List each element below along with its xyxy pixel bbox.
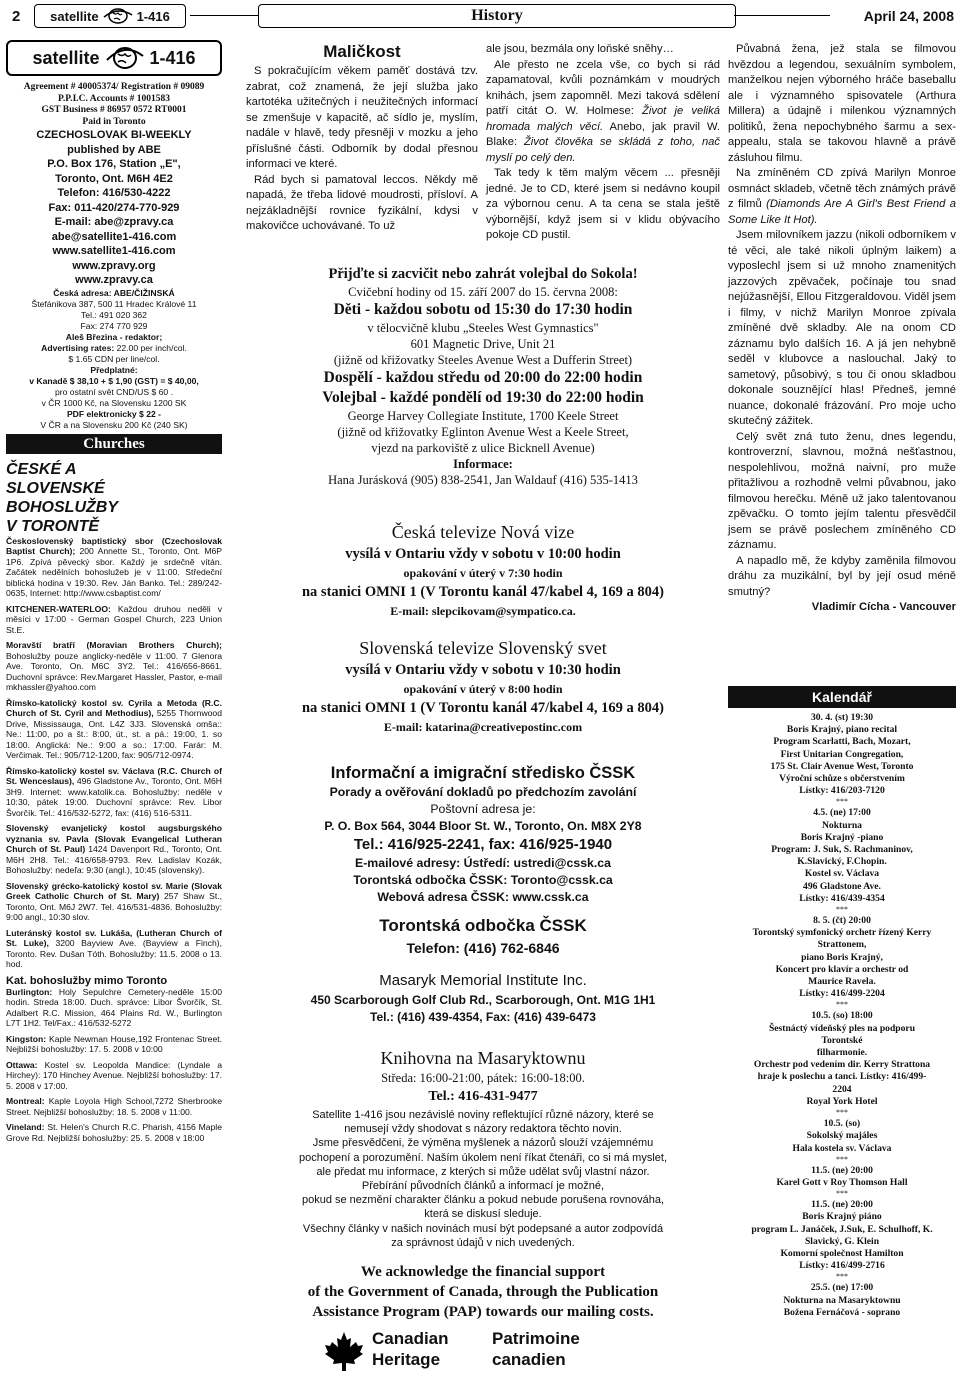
knihovna-hours: Středa: 16:00-21:00, pátek: 16:00-18:00. xyxy=(381,1071,585,1085)
contact-line: CZECHOSLOVAK BI-WEEKLY xyxy=(36,129,192,141)
kalendar-title: Kalendář xyxy=(812,689,872,705)
calendar-separator: *** xyxy=(836,1272,848,1282)
calendar-event xyxy=(728,1282,956,1319)
masaryk-tel: Tel.: (416) 439-4354, Fax: (416) 439-6473 xyxy=(370,1010,596,1024)
calendar-event-line: Royal York Hotel xyxy=(806,1095,878,1107)
subscription-world: pro ostatní svět CND/US $ 60 . xyxy=(55,386,173,397)
sokol-info-label: Informace: xyxy=(453,457,513,471)
church-details: Bohoslužby pouze anglicky-neděle v 11:00. 7 Glenora Ave. Toronto, On. M6C 3Y2. Tel.: 416/656-8661. Duchovní správce: Rev.Margaret Hassler, Pastor, e-mail mkhassler@yahoo.com xyxy=(6,650,222,692)
church-name: Moravští bratří (Moravian Brothers Church); xyxy=(6,640,222,650)
calendar-event-line: 11.5. (ne) 20:00 xyxy=(811,1164,873,1176)
line-rate: $ 1.65 CDN per line/col. xyxy=(68,353,160,364)
church-name: Slovenský grécko-katolický kostol sv. Marie (Slovak Greek Catholic Church of St. Mary) xyxy=(6,880,222,901)
pap-l2: of the Government of Canada, through the Publication xyxy=(307,1284,659,1300)
registration-line: Agreement # 40005374/ Registration # 09089 xyxy=(23,82,205,92)
odbocka-tel: Telefon: (416) 762-6846 xyxy=(406,940,560,956)
calendar-event-line: 11.5. (ne) 20:00 xyxy=(811,1199,873,1211)
tv-cz-l1: vysílá v Ontariu vždy v sobotu v 10:00 hodin xyxy=(345,546,621,562)
subscription-cr: v ČR 1000 Kč, na Slovensku 1200 SK xyxy=(41,397,187,408)
calendar-event-line: hraje k poslechu a tanci. Lístky: 416/499- xyxy=(757,1071,927,1083)
church-name: Luteránský kostol sv. Lukáša, (Lutheran Church of St. Luke), xyxy=(6,927,222,948)
church-name: Kingston: xyxy=(6,1033,47,1044)
contact-line: E-mail: abe@zpravy.ca xyxy=(54,216,174,228)
subscription-canada: v Kanadě $ 38,10 + $ 1,90 (GST) = $ 40,00, xyxy=(29,375,199,386)
header-rule-right xyxy=(734,15,830,16)
calendar-event xyxy=(728,915,956,1000)
calendar-event-line: Torontský symfonický orchetr řízený Kerry xyxy=(752,927,932,939)
contact-line: Fax: 011-420/274-770-929 xyxy=(48,201,180,214)
churches-title-line: BOHOSLUŽBY xyxy=(6,498,118,516)
calendar-event-line: Maurice Ravela. xyxy=(808,976,876,988)
canadian-heritage-en: Canadian Heritage xyxy=(372,1329,449,1369)
sokol-hours: Cvičební hodiny od 15. září 2007 do 15. června 2008: xyxy=(348,285,618,299)
page-number: 2 xyxy=(12,8,21,25)
church-details: 496 Gladstone Av., Toronto, Ont. M6H 3H9. Internet: www.katolik.ca. Bohoslužby: neděle v 10:30, pátek 19:00. Duchovní správce: Rev. Libor Švorčík. Tel.: 416/532-5272, fax: (416) 516-5311. xyxy=(6,776,222,818)
calendar-event-line: piano Boris Krajný, xyxy=(801,951,883,963)
sokol-place2-2: (jižně od křižovatky Eglinton Avenue West a Keele Street, xyxy=(337,425,629,439)
disclaimer-line: ale předat mu informace, z kterých si může udělat svůj vlastní názor. xyxy=(316,1165,650,1178)
church-details: St. Helen's Church R.C. Pharish, 4156 Maple Grove Rd. Nejbližší bohoslužby: 25. 5. 2008 v 18:00 xyxy=(6,1122,222,1143)
calendar-event-line: Karel Gott v Roy Thomson Hall xyxy=(776,1176,908,1188)
col4-p1: Půvabná žena, jež stala se filmovou hvězdou a legendou, sexuálním symbolem, manželkou nejen výborného hráče baseballu ale i významného spisovatele (Arthura Millera) a údajně i milenkou významných politiků, žena nepochybného šarmu a sex-appealu, stala se takovou hlavně a právě zásluhou filmu. xyxy=(728,43,956,164)
tv-sk-ad xyxy=(244,636,722,736)
calendar-separator: *** xyxy=(836,797,848,807)
czech-tel: Tel.: 491 020 362 xyxy=(81,309,147,320)
kat-title: Kat. bohoslužby mimo Toronto xyxy=(6,974,168,987)
calendar-event-line: Lístky: 416/203-7120 xyxy=(799,785,885,797)
contact-line: published by ABE xyxy=(67,143,161,156)
calendar-event-line: 496 Gladstone Ave. xyxy=(803,880,881,892)
church-name: Vineland: xyxy=(6,1122,45,1132)
churches-banner-label: Churches xyxy=(83,435,145,452)
calendar-event-line: program L. Janáček, J.Suk, E. Schulhoff, K. xyxy=(751,1223,933,1235)
disclaimer-line: Přebírání původních článků a informací je možné, xyxy=(361,1180,605,1193)
calendar-event-line: Nokturna xyxy=(822,819,862,831)
church-details: 200 Annette St., Toronto, Ont. M6P 1P6. Zpívá pěvecký sbor. Každý je srdečně vítán. Začátek nedělních bohoslužeb je v 11:00. Středeční biblická hodina v 19:30. Rev. Ján Banko. Tel.: 289/242-0635, Internet: http://www.csbaptist.com/ xyxy=(6,546,222,598)
knihovna-tel: Tel.: 416-431-9477 xyxy=(428,1089,538,1104)
kalendar-banner xyxy=(728,686,956,708)
globe-icon xyxy=(106,46,144,70)
malickost-p2: Rád bych si pamatoval leccos. Někdy mě napadá, že třeba lidové moudrosti, přísloví. A nejzákladnější rovnice fyzikální, kdysi v makovičce uchovávané. To už xyxy=(246,173,478,232)
calendar-event-line: 30. 4. (st) 19:30 xyxy=(810,712,874,723)
tv-cz-title: Česká televize Nová vize xyxy=(391,522,575,542)
church-entry xyxy=(6,536,222,599)
church-name: Římsko-katolický kostel sv. Václava (R.C. Church of St. Wenceslaus), xyxy=(6,765,222,786)
contact-line: www.zpravy.org xyxy=(72,259,156,272)
disclaimer-line: pokud se nezmění charakter článku a pokud nebude porušena rovnováha, xyxy=(301,1194,665,1207)
calendar-event-line: Kostel sv. Václava xyxy=(804,868,880,880)
church-entry xyxy=(6,640,222,693)
calendar-event-line: Hala kostela sv. Václava xyxy=(792,1142,892,1154)
sokol-dospeli: Dospělí - každou středu od 20:00 do 22:00 hodin xyxy=(323,369,643,386)
sokol-volejbal: Volejbal - každé pondělí od 19:30 do 22:00 hodin xyxy=(322,389,644,406)
churches-list xyxy=(6,536,222,970)
calendar-event-line: Boris Krajný, piano recital xyxy=(786,724,898,736)
calendar-event-line: Šestnáctý vídeňský ples na podporu xyxy=(768,1022,916,1034)
contact-line: www.satellite1-416.com xyxy=(52,245,176,257)
col4-p3: Jsem milovníkem jazzu (nikoli odborníkem v té věci, ale také nikoli úplným laikem) a vyposlechl jsem si už mnoho znamenitých jazzových zpěvaček, počínaje tou snad nejúžasnější, Ellou Fitzgeraldovou. Viděl jsem i filmy, v nichž Marilyn Monroe zpívala zmíněné dvě skladby. Ale na onom CD záznamu bylo dalších 16. A já jen nehybně seděl v klubovce a naslouchal. Jaký to sametový, působivý, s tou či onou skladbou dokonale souznějící hlas! Předneš, jemné nuance, dokonalé frázování. Pro moje ucho skutečný zážitek. xyxy=(728,229,956,427)
calendar-event xyxy=(728,1165,956,1189)
col3-p1: ale jsou, bezmála ony loňské sněhy… xyxy=(486,43,674,55)
church-entry xyxy=(6,604,222,636)
disclaimer xyxy=(244,1108,722,1250)
malickost-p1: S pokračujícím věkem paměť dostává tzv. zabrat, což znamená, že její služba jako kartotéka užitečných i neužitečných informací se zmenšuje v kapacitě, ač sídlo je, myslím, nadále v hlavě, tedy přesněji v mozku a jeho příslušné části. Odborník by dodal přesnou informaci ve které. xyxy=(246,65,478,170)
churches-title-line: V TORONTĚ xyxy=(6,517,100,535)
tv-sk-l2: opakování v úterý v 8:00 hodin xyxy=(403,682,563,696)
calendar-event-line: Lístky: 416/439-4354 xyxy=(799,892,885,904)
knihovna-title: Knihovna na Masaryktownu xyxy=(380,1048,586,1068)
church-entry xyxy=(6,698,222,761)
calendar-event-line: 4.5. (ne) 17:00 xyxy=(813,807,871,819)
church-name: Ottawa: xyxy=(6,1059,38,1070)
canadian-heritage-fr: Patrimoine canadien xyxy=(492,1329,580,1369)
contact-line: Telefon: 416/530-4222 xyxy=(57,187,171,199)
church-entry xyxy=(6,766,222,819)
church-details: Kaple Loyola High School,7272 Sherbrooke Street. Nejbližší bohoslužby: 18. 5. 2008 v 11:00. xyxy=(6,1096,222,1117)
calendar-event-line: 2204 xyxy=(832,1083,852,1095)
calendar-event-line: Orchestr pod vedením dir. Kerry Strattona xyxy=(753,1059,931,1071)
calendar-event-line: Boris Krajný -piano xyxy=(800,831,884,843)
section-title: History xyxy=(471,7,523,24)
calendar-event xyxy=(728,807,956,905)
col3-p3: Tak tedy k těm malým věcem ... přesněji jedné. Je to CD, které jsem si nedávno koupil za výbornou cenu. A ta cena se stala ještě výbornější, když jsem si v klidu obývacího pokoje CD pustil. xyxy=(486,167,720,241)
calendar-separator: *** xyxy=(836,1189,848,1199)
masthead-name: satellite xyxy=(32,47,100,68)
knihovna-ad xyxy=(244,1046,722,1107)
cssk-l1: Porady a ověřování dokladů po předchozím zavolání xyxy=(329,785,637,799)
sokol-ad xyxy=(244,264,722,488)
cssk-l4: Tel.: 416/925-2241, fax: 416/925-1940 xyxy=(353,836,613,853)
malickost-article xyxy=(246,42,478,235)
czech-address: Štefánikova 387, 500 11 Hradec Králové 11 xyxy=(31,298,197,309)
tv-cz-ad xyxy=(244,520,722,620)
tv-cz-l2: opakování v úterý v 7:30 hodin xyxy=(403,566,563,580)
church-entry xyxy=(6,928,222,970)
disclaimer-line: která se diskusí sleduje. xyxy=(424,1208,542,1221)
calendar-separator: *** xyxy=(836,1000,848,1010)
calendar-event-line: K.Slavický, F.Chopin. xyxy=(797,856,887,868)
calendar-event-line: Torontské xyxy=(821,1034,863,1046)
church-name: Slovenský evanjelický kostol augsburgského vyznania sv. Pavla (Slovak Evangelical Lutheran Church of St. Paul) xyxy=(6,823,222,854)
calendar-separator: *** xyxy=(836,905,848,915)
church-details: Každou druhou neděli v měsíci v 17:00 - German Gospel Church, 223 Union St.E. xyxy=(6,603,222,635)
calendar-event-line: Koncert pro klavír a orchestr od xyxy=(775,963,909,975)
header-date: April 24, 2008 xyxy=(863,8,954,24)
section-title-box xyxy=(258,4,736,28)
author-signature: Vladimír Cícha - Vancouver xyxy=(811,601,956,613)
calendar-event xyxy=(728,1118,956,1155)
tv-sk-l4: E-mail: katarina@creativepostinc.com xyxy=(383,720,583,734)
pap-l1: We acknowledge the financial support xyxy=(360,1264,606,1280)
cssk-l7: Webová adresa ČSSK: www.cssk.ca xyxy=(377,890,589,904)
col4-p2: Na zmíněném CD zpívá Marilyn Monroe osmnáct skladeb, včetně těch známých právě z filmů (Diamonds Are A Girl's Best Friend a Some Like It Hot). xyxy=(728,167,956,226)
calendar-event-line: filharmonie. xyxy=(816,1047,868,1059)
churches-title xyxy=(6,460,222,536)
sokol-info: Hana Jurásková (905) 838-2541, Jan Waldauf (416) 535-1413 xyxy=(328,473,638,487)
calendar-event-line: First Unitarian Congregation, xyxy=(780,748,904,760)
disclaimer-line: pochopení a porozumění. Naším úkolem není říkat čtenáři, co si má myslet, xyxy=(298,1151,668,1164)
calendar-event-line: Sokolský majáles xyxy=(806,1130,878,1142)
maple-leaf-icon xyxy=(322,1330,366,1372)
church-name: Československý baptistický sbor (Czechoslovak Baptist Church); xyxy=(6,535,222,556)
odbocka-title: Torontská odbočka ČSSK xyxy=(379,916,587,935)
header-pub-box xyxy=(34,4,186,28)
masthead-registration xyxy=(6,82,222,128)
church-entry xyxy=(6,987,222,1029)
monroe-article xyxy=(728,42,956,616)
sokol-place2-1: George Harvey Collegiate Institute, 1700 Keele Street xyxy=(347,409,619,423)
malickost-continued xyxy=(486,42,720,244)
subscription-pdf: PDF elektronicky $ 22 - xyxy=(66,408,162,419)
church-entry xyxy=(6,1034,222,1055)
cssk-ad xyxy=(244,762,722,906)
registration-line: Paid in Toronto xyxy=(82,116,146,127)
tv-sk-l1: vysílá v Ontariu vždy v sobotu v 10:30 hodin xyxy=(345,662,621,678)
czech-address-label: Česká adresa: ABE/ČIŽINSKÁ xyxy=(53,287,175,298)
calendar-event-line: Program Scarlatti, Bach, Mozart, xyxy=(773,736,911,748)
church-name: Římsko-katolický kostol sv. Cyrila a Metoda (R.C. Church of St. Cyril and Methodius), xyxy=(6,697,222,718)
col4-p4: Celý svět zná tuto ženu, dnes legendu, kontroverzní, slavnou, možná nešťastnou, nespolehlivou, možná naivní, pro muže přitažlivou a rozhodně velmi půvabnou, jako filmovou herečku. Méně už jako talentovanou zpěvačku. O tomto jejím talentu přesvědčil jsem se právě poslechem zmíněného CD záznamu. xyxy=(728,430,956,551)
canadian-heritage-logo xyxy=(322,1328,622,1376)
col3-p2: Ale přesto ne zcela vše, co bych si rád zapamatoval, kvůli poznámkám v moudrých knihách, jsem zapomněl. Mezi taková sdělení patří citát O. W. Holmese: Život je veliká hromada malých věcí. Anebo, jak pravil W. Blake: Život člověka se skládá z toho, nač myslí po celý den. xyxy=(486,58,721,164)
contact-line: www.zpravy.ca xyxy=(75,274,153,286)
church-entry xyxy=(6,1060,222,1092)
church-details: 5255 Thornwood Drive, Mississauga, Ont. L4Z 3J3. Slovenská omša:: Ne.: 11:00, po a št.: 8:00, út., st. a pá.: 19:00, 1. so 18:00. Anglická: Ne.: 9:00 a so.: 17:00. Farár: M. Verčimak. Tel.: 905/712-1200, fax: 905/712-0974. xyxy=(6,708,222,760)
church-name: Montreal: xyxy=(6,1096,45,1106)
sokol-place2: 601 Magnetic Drive, Unit 21 xyxy=(410,337,556,351)
disclaimer-line: Jsme přesvědčeni, že výměna myšlenek a názorů slouží vzájemnému xyxy=(312,1137,654,1150)
calendar-separator: *** xyxy=(836,1108,848,1118)
church-details: Kostel sv. Leopolda Mandice: (Lyndale a Hirchey): 170 Hinchey Avenue. Nejbližší bohoslužby: 17. 5. 2008 v 17:00. xyxy=(6,1059,222,1091)
cssk-l5: E-mailové adresy: Ústředí: ustredi@cssk.ca xyxy=(355,856,611,870)
contact-line: abe@satellite1-416.com xyxy=(51,230,177,243)
contact-line: Toronto, Ont. M6H 4E2 xyxy=(55,172,173,185)
calendar-event-line: Komorní společnost Hamilton xyxy=(780,1247,904,1259)
tv-sk-l3: na stanici OMNI 1 (V Torontu kanál 47/kabel 4, 169 a 804) xyxy=(301,700,665,716)
pap-acknowledgement xyxy=(244,1262,722,1322)
header-rule-left xyxy=(190,15,258,16)
calendar-separator: *** xyxy=(836,1154,848,1164)
cssk-title: Informační a imigrační středisko ČSSK xyxy=(330,764,636,782)
kalendar-list xyxy=(728,712,956,1319)
registration-line: P.P.I.C. Accounts # 1001583 xyxy=(58,93,170,104)
calendar-event-line: Boris Krajný piáno xyxy=(802,1211,882,1223)
calendar-event xyxy=(728,1199,956,1272)
church-details: Holy Sepulchre Cemetery-neděle 15:00 hodin. Streda 18:00. Duch. správce: Libor Švorčík, St. Adalbert R.C. Mission, 464 Plains Rd. W., Burlington L7T 1H2. Tel/Fax.: 416/532-5272 xyxy=(6,986,222,1028)
church-name: Burlington: xyxy=(6,986,53,997)
church-entry xyxy=(6,1122,222,1143)
disclaimer-line: Všechny články v našich novinách musí být podepsané a autor zodpovídá xyxy=(302,1222,664,1235)
contact-line: P.O. Box 176, Station „E", xyxy=(47,158,181,170)
masaryk-ad xyxy=(244,970,722,1026)
czech-fax: Fax: 274 770 929 xyxy=(80,320,148,331)
calendar-event-line: Božena Fernáčová - soprano xyxy=(783,1306,901,1318)
advertising-line: Advertising rates: 22.00 per inch/col. xyxy=(41,342,187,353)
masthead-number: 1-416 xyxy=(149,47,196,68)
church-details: 1424 Davenport Rd., Toronto, Ont. M6H 2H8. Tel.: 416/658-9793. Rev. Ladislav Kozák, Bohoslužby: nedeľa: 9:30 (angl.), 10:45 (slovensky). xyxy=(6,844,223,875)
kat-list xyxy=(6,987,222,1144)
header-pub-name: satellite xyxy=(50,8,99,24)
churches-title-line: ČESKÉ A xyxy=(6,460,77,478)
churches-title-line: SLOVENSKÉ xyxy=(6,479,105,497)
editor-line: Aleš Březina - redaktor; xyxy=(65,331,163,342)
globe-icon xyxy=(103,8,133,24)
sokol-place2-3: vjezd na parkoviště z ulice Bicknell Avenue) xyxy=(371,441,595,455)
page-header xyxy=(0,0,960,34)
calendar-event-line: Program: J. Suk, S. Rachmaninov, xyxy=(771,844,913,856)
calendar-event-line: 10.5. (so) xyxy=(823,1118,861,1130)
subscription-label: Předplatné: xyxy=(90,364,138,375)
sokol-place3: (jižně od křižovatky Steeles Avenue West a Dufferin Street) xyxy=(333,353,633,367)
calendar-event xyxy=(728,1010,956,1108)
calendar-event-line: 25.5. (ne) 17:00 xyxy=(810,1282,874,1294)
disclaimer-line: Satellite 1-416 jsou nezávislé noviny reflektující různé názory, které se xyxy=(312,1109,654,1121)
czech-address-block xyxy=(6,288,222,431)
calendar-event xyxy=(728,712,956,797)
cssk-l6: Torontská odbočka ČSSK: Toronto@cssk.ca xyxy=(353,873,613,887)
odbocka-ad xyxy=(244,914,722,958)
tv-cz-l4: E-mail: slepcikovam@sympatico.ca. xyxy=(390,604,576,618)
cssk-l3: P. O. Box 564, 3044 Bloor St. W., Toronto, On. M8X 2Y8 xyxy=(324,819,642,833)
calendar-event-line: Slavický, G. Klein xyxy=(804,1235,880,1247)
church-entry xyxy=(6,1096,222,1117)
church-entry xyxy=(6,881,222,923)
calendar-event-line: Výroční schůze s občerstvením xyxy=(779,773,905,785)
calendar-event-line: Nokturna na Masaryktownu xyxy=(783,1294,901,1306)
registration-line: GST Business # 86957 0572 RT0001 xyxy=(41,105,187,115)
subscription-pdf-cr: V ČR a na Slovensku 200 Kč (240 SK) xyxy=(40,419,188,430)
left-column xyxy=(6,40,222,1381)
calendar-event-line: Lístky: 416/499-2204 xyxy=(799,988,885,1000)
masthead-logo xyxy=(6,40,222,76)
masthead-contact xyxy=(6,128,222,288)
church-details: 257 Shaw St., Toronto, Ont. M6J 2W7. Tel. 416/531-4836. Bohoslužby: 9:00 angl., 10:30 slov. xyxy=(6,891,222,922)
masaryk-addr: 450 Scarborough Golf Club Rd., Scarborough, Ont. M1G 1H1 xyxy=(310,993,656,1007)
pap-l3: Assistance Program (PAP) towards our mailing costs. xyxy=(312,1304,654,1320)
disclaimer-line: nemusejí vždy shodovat s názory redaktora těchto novin. xyxy=(344,1123,622,1136)
sokol-title: Přijďte si zacvičit nebo zahrát volejbal do Sokola! xyxy=(328,266,638,282)
calendar-event-line: Strattonem, xyxy=(817,939,867,951)
col4-p5: A napadlo mě, že kdyby zaměnila filmovou dráhu za muzikální, byl by její osud méně smutný? xyxy=(728,554,956,598)
masaryk-title: Masaryk Memorial Institute Inc. xyxy=(379,972,587,989)
calendar-event-line: 8. 5. (čt) 20:00 xyxy=(813,915,871,927)
header-pub-number: 1-416 xyxy=(136,8,170,24)
churches-banner xyxy=(6,434,222,454)
church-details: Kaple Newman House,192 Frontenac Street. Nejbližší bohoslužby: 17. 5. 2008 v 10:00 xyxy=(6,1033,222,1054)
calendar-event-line: 10.5. (so) 18:00 xyxy=(811,1010,873,1022)
tv-sk-title: Slovenská televize Slovenský svet xyxy=(359,638,607,658)
cssk-l2: Poštovní adresa je: xyxy=(430,802,536,816)
disclaimer-line: za správnost údajů v nich uvedených. xyxy=(391,1236,575,1249)
church-entry xyxy=(6,823,222,876)
calendar-event-line: Lístky: 416/499-2716 xyxy=(799,1260,885,1272)
malickost-title: Maličkost xyxy=(323,42,401,61)
sokol-deti: Děti - každou sobotu od 15:30 do 17:30 hodin xyxy=(333,301,633,318)
church-name: KITCHENER-WATERLOO: xyxy=(6,603,111,614)
sokol-place1: v tělocvičně klubu „Steeles West Gymnastics" xyxy=(367,321,599,335)
tv-cz-l3: na stanici OMNI 1 (V Torontu kanál 47/kabel 4, 169 a 804) xyxy=(301,584,665,600)
church-details: 3200 Bayview Ave. (Bayview a Finch), Toronto. Rev. Dušan Tóth. Bohoslužby: 11.5. 2008 o 13. hod. xyxy=(6,938,222,969)
calendar-event-line: 175 St. Clair Avenue West, Toronto xyxy=(770,760,914,772)
